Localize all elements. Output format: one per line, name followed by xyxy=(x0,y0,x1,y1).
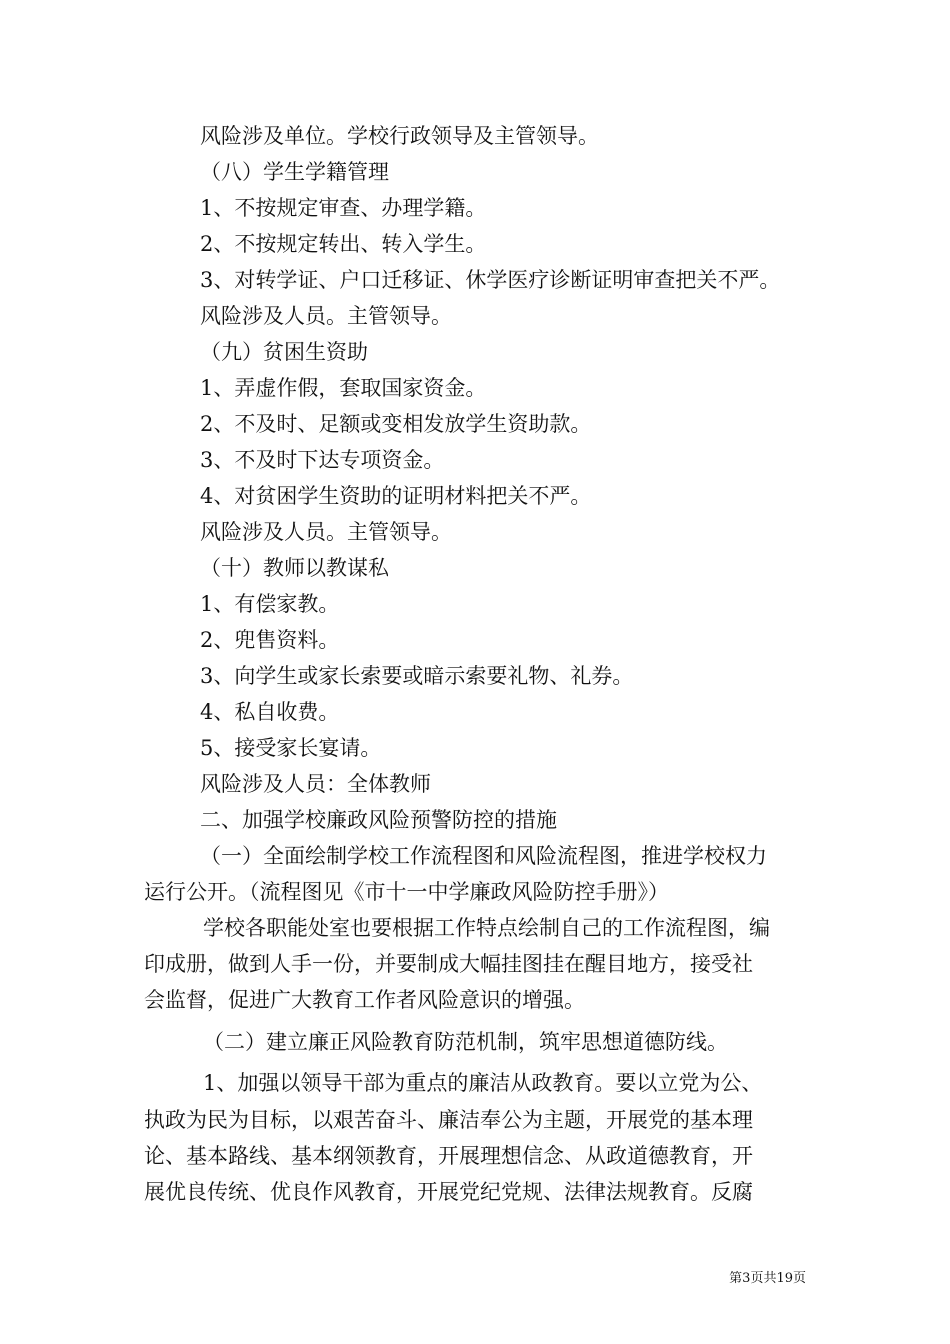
text-line: 2、兜售资料。 xyxy=(200,628,340,652)
section-heading: （八）学生学籍管理 xyxy=(200,160,389,184)
section-heading: （十）教师以教谋私 xyxy=(200,556,389,580)
text-line: 执政为民为目标，以艰苦奋斗、廉洁奉公为主题，开展党的基本理 xyxy=(144,1108,753,1132)
text-line: 风险涉及人员。主管领导。 xyxy=(200,304,452,328)
text-line: 学校各职能处室也要根据工作特点绘制自己的工作流程图，编 xyxy=(203,916,770,940)
text-line: 风险涉及单位。学校行政领导及主管领导。 xyxy=(200,124,599,148)
page-number: 第3页共19页 xyxy=(729,1271,806,1286)
text-line: 风险涉及人员：全体教师 xyxy=(200,772,431,796)
text-line: 风险涉及人员。主管领导。 xyxy=(200,520,452,544)
section-heading: （二）建立廉正风险教育防范机制，筑牢思想道德防线。 xyxy=(203,1030,728,1054)
text-line: 1、有偿家教。 xyxy=(200,592,340,616)
text-line: 3、向学生或家长索要或暗示索要礼物、礼券。 xyxy=(200,664,634,688)
text-line: 5、接受家长宴请。 xyxy=(200,736,382,760)
text-line: 展优良传统、优良作风教育，开展党纪党规、法律法规教育。反腐 xyxy=(144,1180,753,1204)
text-line: 4、对贫困学生资助的证明材料把关不严。 xyxy=(200,484,592,508)
text-line: 运行公开。（流程图见《市十一中学廉政风险防控手册》） xyxy=(144,880,669,904)
section-heading: 二、加强学校廉政风险预警防控的措施 xyxy=(200,808,557,832)
text-line: 1、加强以领导干部为重点的廉洁从政教育。要以立党为公、 xyxy=(203,1071,763,1095)
text-line: 1、不按规定审查、办理学籍。 xyxy=(200,196,487,220)
text-line: 2、不按规定转出、转入学生。 xyxy=(200,232,487,256)
section-heading: （九）贫困生资助 xyxy=(200,340,368,364)
text-line: 3、不及时下达专项资金。 xyxy=(200,448,445,472)
text-line: 论、基本路线、基本纲领教育，开展理想信念、从政道德教育，开 xyxy=(144,1144,753,1168)
text-line: 1、弄虚作假，套取国家资金。 xyxy=(200,376,487,400)
text-line: 4、私自收费。 xyxy=(200,700,340,724)
text-line: 印成册，做到人手一份，并要制成大幅挂图挂在醒目地方，接受社 xyxy=(144,952,753,976)
text-line: （一）全面绘制学校工作流程图和风险流程图，推进学校权力 xyxy=(200,844,767,868)
text-line: 会监督，促进广大教育工作者风险意识的增强。 xyxy=(144,988,585,1012)
text-line: 2、不及时、足额或变相发放学生资助款。 xyxy=(200,412,592,436)
text-line: 3、对转学证、户口迁移证、休学医疗诊断证明审查把关不严。 xyxy=(200,268,781,292)
